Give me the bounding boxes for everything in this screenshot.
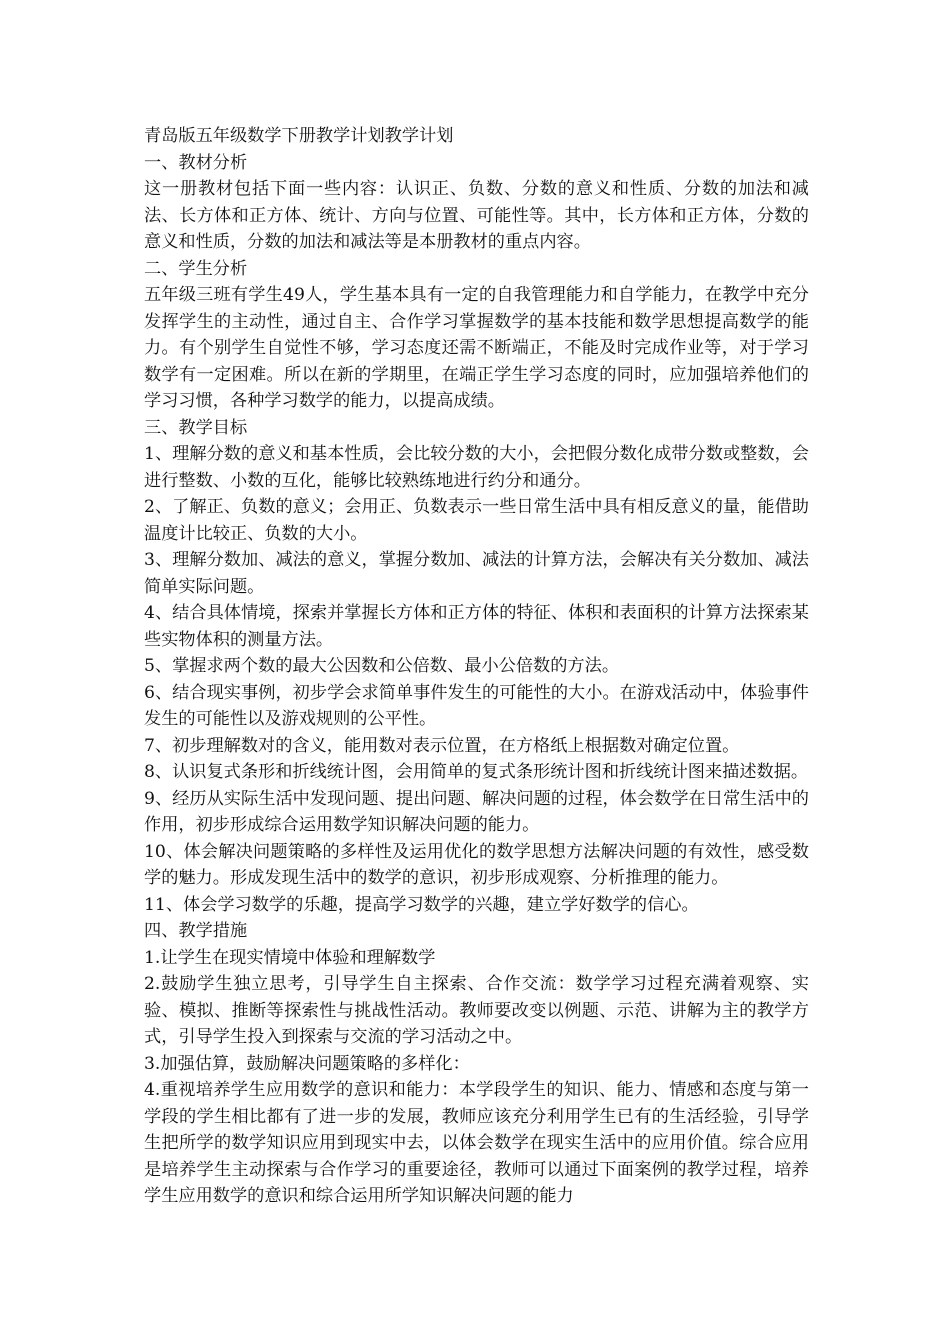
measure-item-3: 3.加强估算，鼓励解决问题策略的多样化： — [144, 1053, 470, 1074]
goal-item-4: 4、结合具体情境，探索并掌握长方体和正方体的特征、体积和表面积的计算方法探索某些实物体积的测量方法。 — [144, 603, 809, 650]
goal-item-6: 6、结合现实事例，初步学会求简单事件发生的可能性的大小。在游戏活动中，体验事件发生的可能性以及游戏规则的公平性。 — [144, 682, 809, 729]
document-title: 青岛版五年级数学下册教学计划教学计划 — [144, 126, 454, 146]
goal-item-8: 8、认识复式条形和折线统计图，会用简单的复式条形统计图和折线统计图来描述数据。 — [144, 762, 809, 782]
goal-item-10: 10、体会解决问题策略的多样性及运用优化的数学思想方法解决问题的有效性，感受数学的魅力。形成发现生活中的数学的意识，初步形成观察、分析推理的能力。 — [144, 841, 809, 888]
measure-item-2: 2.鼓励学生独立思考，引导学生自主探索、合作交流：数学学习过程充满着观察、实验、模拟、推断等探索性与挑战性活动。教师要改变以例题、示范、讲解为主的教学方式，引导学生投入到探索与交流的学习活动之中。 — [144, 974, 809, 1047]
goal-item-7: 7、初步理解数对的含义，能用数对表示位置，在方格纸上根据数对确定位置。 — [144, 735, 740, 756]
section-heading-measures: 四、教学措施 — [144, 921, 248, 941]
document-page — [144, 123, 809, 1210]
goal-item-2: 2、了解正、负数的意义；会用正、负数表示一些日常生活中具有相反意义的量，能借助温度计比较正、负数的大小。 — [144, 497, 809, 544]
section-heading-goals: 三、教学目标 — [144, 417, 248, 438]
goal-item-5: 5、掌握求两个数的最大公因数和公倍数、最小公倍数的方法。 — [144, 656, 620, 676]
section-heading-materials: 一、教材分析 — [144, 152, 248, 173]
goal-item-1: 1、理解分数的意义和基本性质，会比较分数的大小，会把假分数化成带分数或整数，会进行整数、小数的互化，能够比较熟练地进行约分和通分。 — [144, 444, 809, 491]
paragraph-materials: 这一册教材包括下面一些内容：认识正、负数、分数的意义和性质、分数的加法和减法、长方体和正方体、统计、方向与位置、可能性等。其中，长方体和正方体，分数的意义和性质，分数的加法和减法等是本册教材的重点内容。 — [144, 179, 809, 252]
measure-item-1: 1.让学生在现实情境中体验和理解数学 — [144, 947, 436, 968]
paragraph-students: 五年级三班有学生49人，学生基本具有一定的自我管理能力和自学能力，在教学中充分发挥学生的主动性，通过自主、合作学习掌握数学的基本技能和数学思想提高数学的能力。有个别学生自觉性不够，学习态度还需不断端正，不能及时完成作业等，对于学习数学有一定困难。所以在新的学期里，在端正学生学习态度的同时，应加强培养他们的学习习惯，各种学习数学的能力，以提高成绩。 — [144, 285, 809, 411]
goal-item-3: 3、理解分数加、减法的意义，掌握分数加、减法的计算方法，会解决有关分数加、减法简单实际问题。 — [144, 550, 809, 597]
section-heading-students: 二、学生分析 — [144, 258, 248, 279]
goal-item-9: 9、经历从实际生活中发现问题、提出问题、解决问题的过程，体会数学在日常生活中的作用，初步形成综合运用数学知识解决问题的能力。 — [144, 788, 809, 835]
measure-item-4: 4.重视培养学生应用数学的意识和能力：本学段学生的知识、能力、情感和态度与第一学段的学生相比都有了进一步的发展，教师应该充分利用学生已有的生活经验，引导学生把所学的数学知识应用到现实中去，以体会数学在现实生活中的应用价值。综合应用是培养学生主动探索与合作学习的重要途径，教师可以通过下面案例的教学过程，培养学生应用数学的意识和综合运用所学知识解决问题的能力 — [144, 1080, 809, 1206]
goal-item-11: 11、体会学习数学的乐趣，提高学习数学的兴趣，建立学好数学的信心。 — [144, 894, 699, 915]
